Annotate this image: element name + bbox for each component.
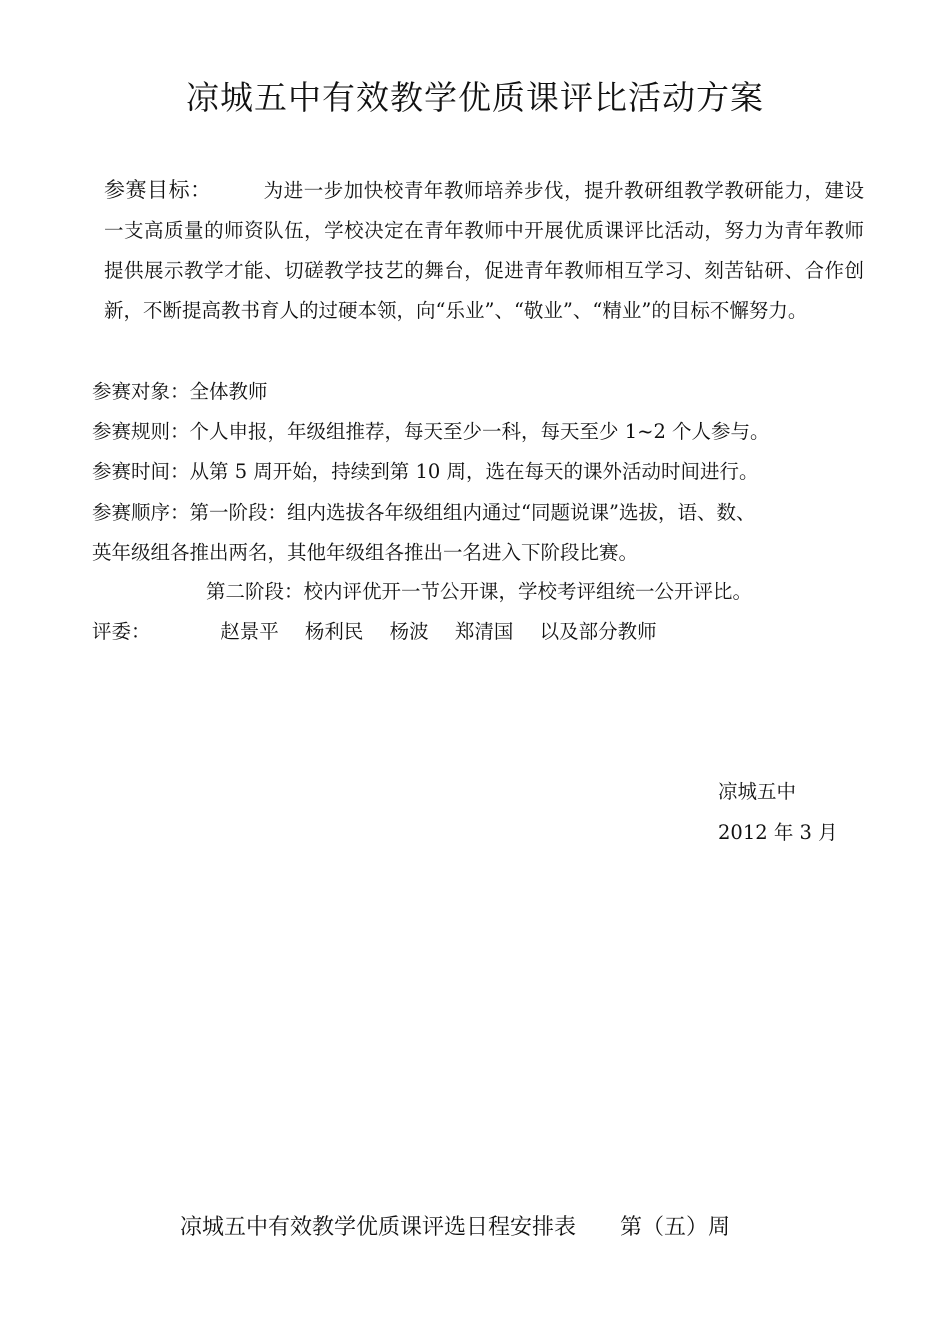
goal-label: 参赛目标： bbox=[104, 178, 212, 202]
judge-name: 赵景平 bbox=[220, 620, 279, 643]
judge-name: 郑清国 bbox=[454, 620, 514, 643]
schedule-heading bbox=[180, 1210, 730, 1241]
order-line-continued: 英年级组各推出两名，其他年级组各推出一名进入下阶段比赛。 bbox=[92, 541, 639, 564]
target-line: 参赛对象：全体教师 bbox=[92, 380, 268, 403]
goal-text: 为进一步加快校青年教师培养步伐，提升教研组教学教研能力，建设一支高质量的师资队伍，学校决定在青年教师中开展优质课评比活动，努力为青年教师提供展示教学才能、切磋教学技艺的舞台，促进青年教师相互学习、刻苦钻研、合作创新，不断提高教书育人的过硬本领，向“乐业”、“敬业”、“精业”的目标不懈努力。 bbox=[104, 179, 864, 322]
judge-name: 杨利民 bbox=[304, 620, 364, 643]
time-line: 参赛时间：从第 5 周开始，持续到第 10 周，选在每天的课外活动时间进行。 bbox=[92, 460, 759, 483]
schedule-title: 凉城五中有效教学优质课评选日程安排表 bbox=[180, 1215, 577, 1240]
judges-label: 评委： bbox=[92, 620, 151, 643]
goal-paragraph bbox=[104, 170, 864, 331]
judge-name: 杨波 bbox=[389, 620, 429, 643]
stage-two-line: 第二阶段：校内评优开一节公开课，学校考评组统一公开评比。 bbox=[206, 580, 753, 603]
page-title: 凉城五中有效教学优质课评比活动方案 bbox=[186, 78, 764, 117]
rules-line: 参赛规则：个人申报，年级组推荐，每天至少一科，每天至少 1~2 个人参与。 bbox=[92, 420, 770, 443]
judge-name: 以及部分教师 bbox=[539, 620, 657, 643]
signature-date: 2012 年 3 月 bbox=[718, 821, 838, 844]
signature-school: 凉城五中 bbox=[718, 780, 797, 803]
judges-line bbox=[92, 616, 677, 644]
schedule-week: 第（五）周 bbox=[620, 1215, 731, 1240]
order-line: 参赛顺序：第一阶段：组内选拔各年级组组内通过“同题说课”选拔，语、数、 bbox=[92, 501, 756, 524]
